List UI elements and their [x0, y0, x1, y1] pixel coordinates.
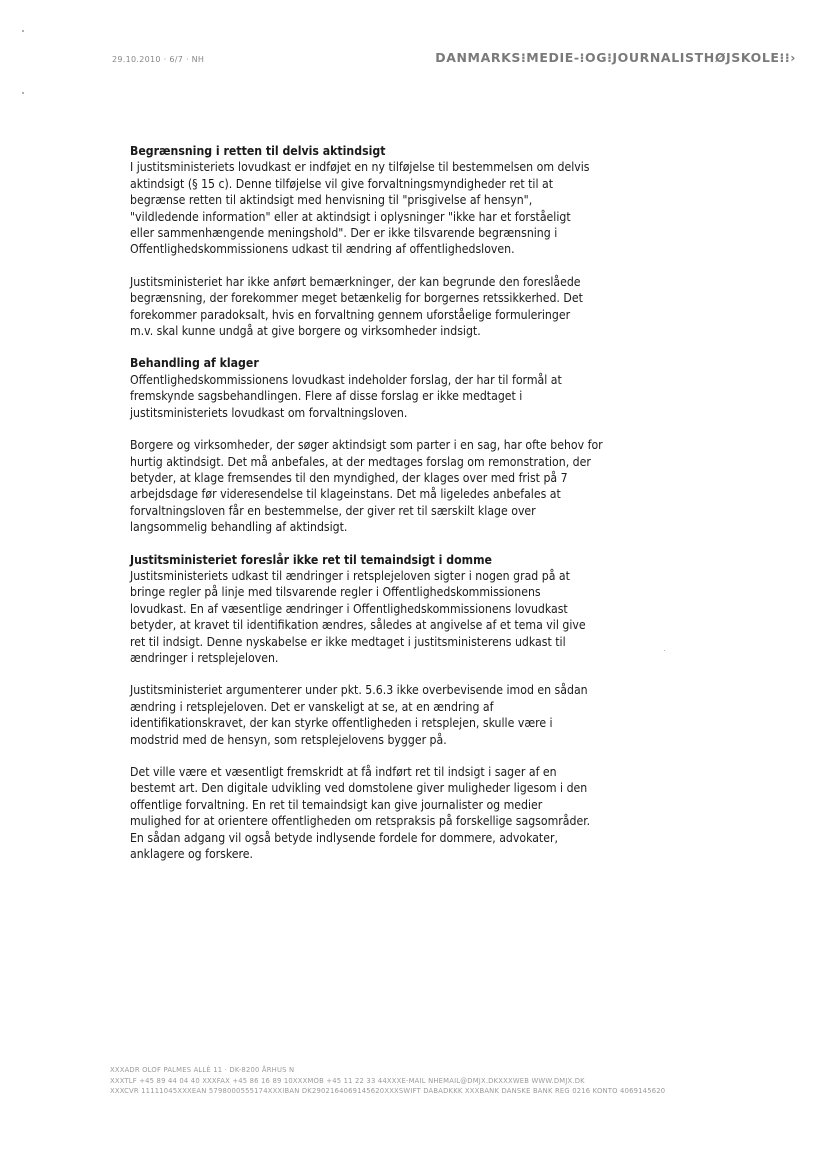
section-with-heading [130, 143, 670, 258]
section-with-heading [130, 552, 670, 667]
paragraph [130, 682, 670, 748]
text-line: aktindsigt (§ 15 c). Denne tilføjelse vil give forvaltningsmyndigheder ret til at [130, 176, 553, 191]
text-line: Justitsministeriet argumenterer under pkt. 5.6.3 ikke overbevisende imod en sådan [130, 683, 588, 698]
section-heading: Behandling af klager [130, 356, 259, 371]
text-line: I justitsministeriets lovudkast er indføjet en ny tilføjelse til bestemmelsen om delvis [130, 160, 590, 175]
text-line: ændring i retsplejeloven. Det er vanskeligt at se, at en ændring af [130, 699, 494, 714]
text-line: forvaltningsloven får en bestemmelse, der giver ret til særskilt klage over [130, 503, 536, 518]
text-line: Justitsministeriet har ikke anført bemærkninger, der kan begrunde den foreslåede [130, 274, 581, 289]
footer-contact [110, 1065, 665, 1097]
text-line: justitsministeriets lovudkast om forvaltningsloven. [130, 405, 408, 420]
text-line: begrænse retten til aktindsigt med henvisning til "prisgivelse af hensyn", [130, 193, 533, 208]
paragraph [130, 274, 670, 340]
document-body [130, 143, 670, 878]
text-line: mulighed for at orientere offentligheden om retspraksis på forskellige sagsområder. [130, 814, 591, 829]
text-line: identifikationskravet, der kan styrke offentligheden i retsplejen, skulle være i [130, 716, 553, 731]
text-line: ændringer i retsplejeloven. [130, 650, 279, 665]
text-line: Justitsministeriets udkast til ændringer i retsplejeloven sigter i nogen grad på at [130, 568, 570, 583]
text-line: betyder, at klage fremsendes til den myndighed, der klages over med frist på 7 [130, 470, 568, 485]
text-line: En sådan adgang vil også betyde indlysende fordele for dommere, advokater, [130, 830, 558, 845]
scan-speck [22, 92, 24, 94]
text-line: bringe regler på linje med tilsvarende regler i Offentlighedskommissionens [130, 585, 541, 600]
text-line: Offentlighedskommissionens lovudkast indeholder forslag, der har til formål at [130, 372, 562, 387]
text-line: anklagere og forskere. [130, 847, 254, 862]
header-institution-logo: DANMARKS⁝MEDIE-⁝OG⁝JOURNALISTHØJSKOLE⁝⁝› [435, 50, 796, 65]
text-line: Offentlighedskommissionens udkast til ændring af offentlighedsloven. [130, 242, 515, 257]
section-heading: Justitsministeriet foreslår ikke ret til temaindsigt i domme [130, 552, 492, 567]
paragraph [130, 764, 670, 862]
text-line: betyder, at kravet til identifikation ændres, således at angivelse af et tema vil give [130, 618, 586, 633]
footer-bank-line: XXXCVR 11111045XXXEAN 5798000555174XXXIBAN DK2902164069145620XXXSWIFT DABADKKK XXXBANK DANSKE BANK REG 0216 KONTO 4069145620 [110, 1087, 666, 1095]
text-line: Det ville være et væsentligt fremskridt at få indført ret til indsigt i sager af en [130, 765, 557, 779]
text-line: begrænsning, der forekommer meget betænkelig for borgernes retssikkerhed. Det [130, 291, 583, 306]
text-line: bestemt art. Den digitale udvikling ved domstolene giver muligheder ligesom i den [130, 781, 588, 796]
paragraph [130, 437, 670, 535]
text-line: forekommer paradoksalt, hvis en forvaltning gennem uforståelige formuleringer [130, 307, 571, 322]
text-line: fremskynde sagsbehandlingen. Flere af disse forslag er ikke medtaget i [130, 389, 523, 404]
text-line: eller sammenhængende meningshold". Der er ikke tilsvarende begrænsning i [130, 226, 558, 241]
text-line: m.v. skal kunne undgå at give borgere og virksomheder indsigt. [130, 324, 481, 339]
footer-address: XXXADR OLOF PALMES ALLÉ 11 · DK-8200 ÅRHUS N [110, 1066, 295, 1074]
text-line: offentlige forvaltning. En ret til temaindsigt kan give journalister og medier [130, 797, 543, 812]
text-line: arbejdsdage før videresendelse til klageinstans. Det må ligeledes anbefales at [130, 487, 561, 502]
section-heading: Begrænsning i retten til delvis aktindsigt [130, 144, 386, 158]
text-line: "vildledende information" eller at aktindsigt i oplysninger "ikke har et forståeligt [130, 209, 571, 224]
scan-speck [22, 30, 24, 32]
text-line: lovudkast. En af væsentlige ændringer i Offentlighedskommissionens lovudkast [130, 601, 568, 616]
text-line: Borgere og virksomheder, der søger aktindsigt som parter i en sag, har ofte behov for [130, 438, 603, 453]
text-line: ret til indsigt. Denne nyskabelse er ikke medtaget i justitsministerens udkast til [130, 634, 566, 649]
section-with-heading [130, 355, 670, 421]
header-date-ref: 29.10.2010 · 6/7 · NH [112, 55, 205, 64]
text-line: langsommelig behandling af aktindsigt. [130, 520, 348, 535]
text-line: modstrid med de hensyn, som retsplejelovens bygger på. [130, 732, 447, 747]
footer-phone-line: XXXTLF +45 89 44 04 40 XXXFAX +45 86 16 89 10XXXMOB +45 11 22 33 44XXXE-MAIL NHEMAIL@DMJX.DKXXXWEB WWW.DMJX.DK [110, 1076, 585, 1085]
text-line: hurtig aktindsigt. Det må anbefales, at der medtages forslag om remonstration, der [130, 454, 591, 469]
